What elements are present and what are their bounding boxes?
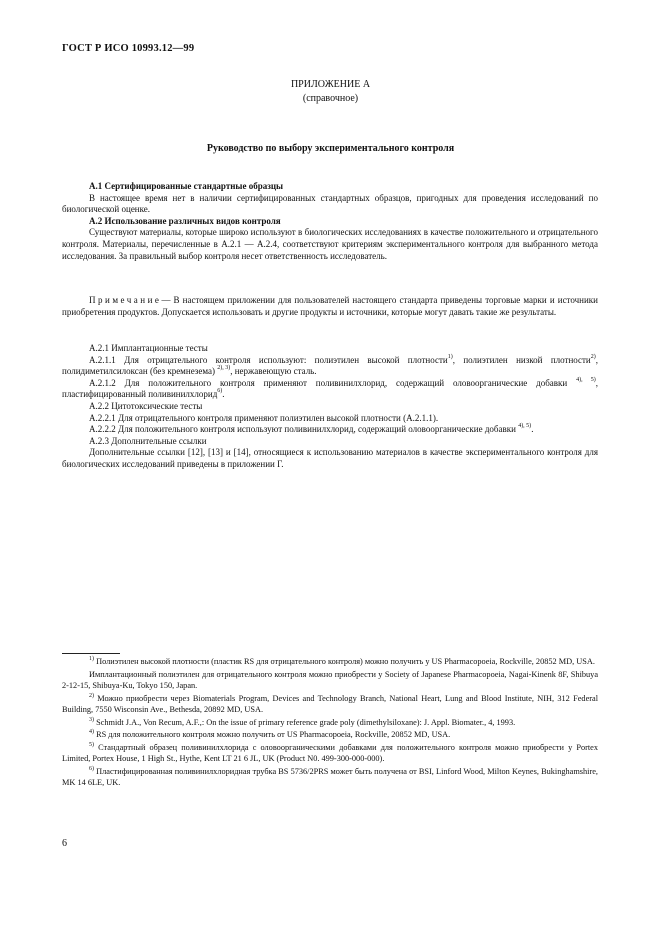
item-a212: [62, 378, 598, 401]
note-paragraph: [62, 295, 598, 318]
footnote-text: Можно приобрести через Biomaterials Program, Devices and Technology Branch, National Heart, Lung and Blood Institute, NIH, 312 Federal Building, 7550 Wisconsin Ave., Bethesda, 20892 MD, USA.: [62, 693, 598, 714]
footnote-mark: 2): [89, 692, 94, 699]
item-a221: А.2.2.1 Для отрицательного контроля применяют полиэтилен высокой плотности (А.2.1.1).: [89, 412, 439, 423]
note-word: Примечание: [89, 295, 162, 305]
standard-header: ГОСТ Р ИСО 10993.12—99: [62, 43, 195, 54]
page-number: 6: [62, 838, 67, 849]
footnote-mark: 3): [89, 716, 94, 723]
appendix-label: ПРИЛОЖЕНИЕ А: [290, 79, 371, 90]
subsections-list: [62, 343, 598, 471]
item-a212-part: .: [222, 389, 225, 400]
item-a23-text: Дополнительные ссылки [12], [13] и [14], относящиеся к использованию материалов в качестве экспериментального контроля для биологических исследований приведены в приложении Г.: [62, 447, 598, 469]
footnote-5: [62, 743, 598, 765]
item-a211-part: , полидиметилсилоксан (без кремнезема): [62, 354, 599, 377]
footnote-ref: 6): [217, 388, 223, 395]
footnote-mark: 4): [89, 729, 94, 736]
footnote-4: [62, 730, 598, 741]
footnote-text: Пластифицированная поливинилхлоридная трубка BS 5736/2PRS может быть получена от BSI, Linford Wood, Milton Keynes, Bukinghamshire, MK 14 6LE, UK.: [62, 767, 598, 788]
item-a211: [62, 355, 598, 378]
item-a211-part: А.2.1.1 Для отрицательного контроля используют: полиэтилен высокой плотности: [89, 354, 448, 365]
footnote-mark: 6): [89, 766, 94, 773]
footnote-6: [62, 767, 598, 789]
item-a212-part: А.2.1.2 Для положительного контроля применяют поливинилхлорид, содержащий оловоорганические добавки: [89, 377, 577, 388]
section-a1-heading: А.1 Сертифицированные стандартные образцы: [89, 181, 284, 191]
footnote-ref: 4), 5): [576, 376, 596, 383]
footnotes: [62, 657, 598, 791]
footnote-2: [62, 694, 598, 716]
footnote-text: RS для положительного контроля можно получить от US Pharmacopoeia, Rockville, 20852 MD, USA.: [94, 730, 451, 740]
section-a2-heading: А.2 Использование различных видов контроля: [89, 215, 281, 226]
footnote-mark: 1): [89, 656, 94, 662]
note-text: — В настоящем приложении для пользователей настоящего стандарта приведены торговые марки и источники приобретения продуктов. Допускается использовать и другие продукты и источники, которые могут давать такие же результаты.: [62, 295, 598, 317]
note-block: [62, 295, 598, 318]
item-a22: А.2.2 Цитотоксические тесты: [89, 400, 203, 411]
footnote-1b: Имплантационный полиэтилен для отрицательного контроля можно приобрести у Society of Japanese Pharmacopoeia, Nagai-Kinenk 8F, Shibuya 2-12-15, Shibuya-Ku, Tokyo 150, Japan.: [62, 669, 598, 690]
item-a211-part: , нержавеющую сталь.: [230, 366, 317, 377]
item-a23: А.2.3 Дополнительные ссылки: [89, 435, 207, 446]
appendix-note: (справочное): [302, 93, 359, 104]
footnote-ref: 2): [590, 353, 596, 360]
page-title: Руководство по выбору экспериментального контроля: [206, 143, 455, 154]
item-a222: [62, 424, 598, 436]
item-a222-part: .: [531, 424, 534, 435]
sections-a1-a2: [62, 181, 598, 262]
footnote-3: [62, 718, 598, 729]
footnote-mark: 5): [89, 742, 94, 749]
footnote-divider: [62, 653, 120, 654]
footnote-ref: 1): [447, 353, 453, 360]
item-a21: А.2.1 Имплантационные тесты: [89, 343, 208, 353]
footnote-text: Schmidt J.A., Von Recum, A.F.,: On the issue of primary reference grade poly (dimethylsiloxane): J. Appl. Biomater., 4, 1993.: [94, 717, 516, 727]
footnote-1: [62, 657, 598, 668]
footnote-text: Стандартный образец поливинилхлорида с оловоорганическими добавками для положительного контроля можно приобрести у Portex Limited, Portex House, 1 High St., Hythe, Kent LT 21 6 JL, UK (Product N0. 499-300-000-000).: [62, 743, 598, 764]
item-a222-part: А.2.2.2 Для положительного контроля используют поливинилхлорид, содержащий оловоорганические добавки: [89, 424, 519, 435]
appendix-heading: [0, 78, 661, 106]
footnote-ref: 4), 5): [518, 423, 532, 430]
item-a211-part: , полиэтилен низкой плотности: [452, 354, 591, 365]
section-a2-text: Существуют материалы, которые широко используют в биологических исследованиях в качестве положительного и отрицательного контроля. Материалы, перечисленные в А.2.1 — А.2.4, соответствуют критериям экспериментального контроля для выбранного метода исследования. За правильный выбор контроля несет ответственность исследователь.: [62, 227, 598, 261]
footnote-ref: 2), 3): [217, 365, 231, 372]
section-a1-text: В настоящее время нет в наличии сертифицированных стандартных образцов, пригодных для проведения исследований по биологической оценке.: [62, 192, 598, 215]
item-a212-part: , пластифицированный поливинилхлорид: [62, 377, 598, 400]
footnote-text: Полиэтилен высокой плотности (пластик RS для отрицательного контроля) можно получить у US Pharmacopoeia, Rockville, 20852 MD, USA.: [94, 657, 595, 666]
